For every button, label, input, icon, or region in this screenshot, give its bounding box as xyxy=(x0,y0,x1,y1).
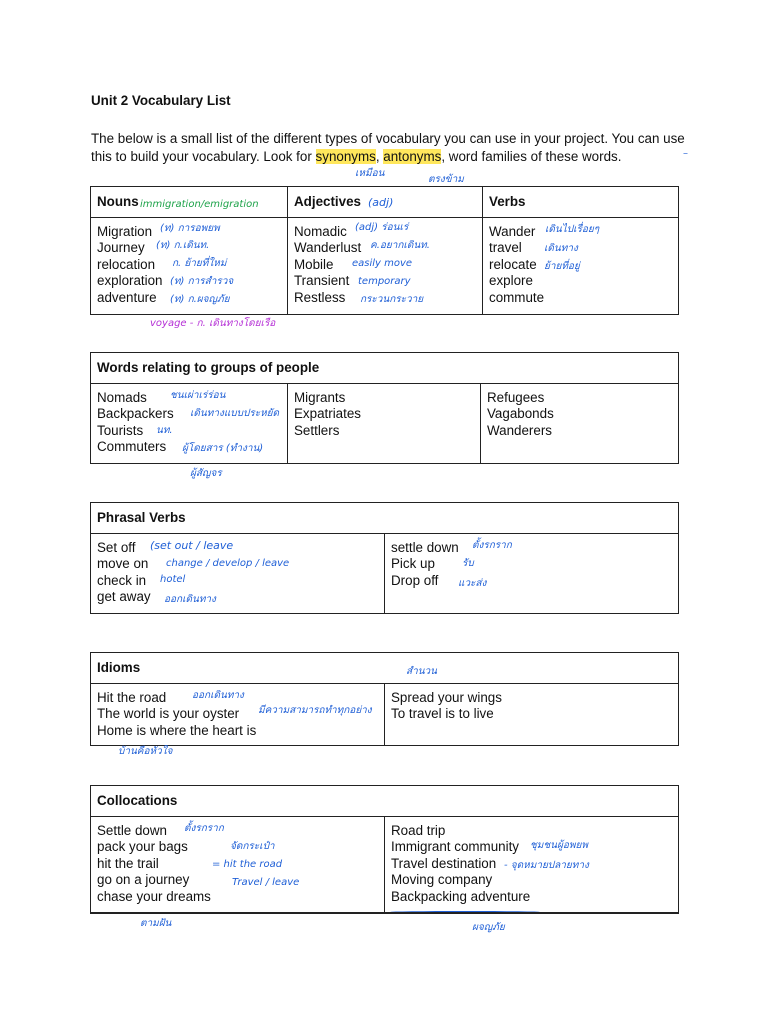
handwritten-note: สำนวน xyxy=(406,666,438,677)
handwritten-note: = hit the road xyxy=(212,859,283,870)
header-phrasal-verbs: Phrasal Verbs xyxy=(91,503,679,534)
list-item: relocate xyxy=(489,256,537,272)
list-item: To travel is to live xyxy=(391,706,494,722)
handwritten-note: ก. ย้ายที่ใหม่ xyxy=(172,258,227,269)
header-idioms: Idioms xyxy=(91,653,679,684)
list-item: Set off xyxy=(97,540,136,555)
list-item: Migrants xyxy=(294,390,346,405)
handwritten-note: ตั้งรกราก xyxy=(472,540,512,551)
handwritten-note: (adj) ร่อนเร่ xyxy=(355,222,409,233)
list-item: travel xyxy=(489,240,522,256)
list-item: relocation xyxy=(97,256,156,272)
list-item: pack your bags xyxy=(97,839,188,855)
list-item: Transient xyxy=(294,273,350,289)
table-collocations xyxy=(90,785,679,914)
intro-text-after: , word families of these words. xyxy=(441,149,622,164)
list-item: Tourists xyxy=(97,422,144,438)
intro-text-before: The below is a small list of the different types of vocabulary you can use in your project. You can use this to build your vocabulary. Look for xyxy=(91,131,685,164)
handwritten-note: ออกเดินทาง xyxy=(192,690,244,701)
handwritten-note: ชนเผ่าเร่ร่อน xyxy=(170,390,226,401)
list-item: Expatriates xyxy=(294,406,361,422)
handwritten-note: easily move xyxy=(352,258,413,269)
synonyms-highlight: synonyms xyxy=(315,149,376,164)
handwritten-note: (adj) xyxy=(368,196,394,209)
handwritten-note: จัดกระเป๋า xyxy=(230,841,275,852)
list-item: hit the trail xyxy=(97,855,159,871)
handwritten-note: ออกเดินทาง xyxy=(164,594,216,605)
handwritten-note: นท. xyxy=(156,425,173,436)
list-item: adventure xyxy=(97,289,157,305)
list-item: Migration xyxy=(97,224,153,239)
handwritten-note: ตามฝัน xyxy=(140,918,172,929)
header-collocations: Collocations xyxy=(91,786,679,817)
list-item: explore xyxy=(489,273,533,289)
handwritten-note: (ท) ก.เดินท. xyxy=(156,240,210,251)
list-item: Hit the road xyxy=(97,690,167,705)
list-item: Pick up xyxy=(391,556,435,572)
list-item: go on a journey xyxy=(97,872,190,888)
handwritten-note: กระวนกระวาย xyxy=(360,294,424,305)
intro-paragraph xyxy=(91,130,691,166)
document-title: Unit 2 Vocabulary List xyxy=(91,93,231,108)
table-groups-of-people xyxy=(90,352,679,464)
handwritten-note: ผู้สัญจร xyxy=(190,468,222,479)
list-item: The world is your oyster xyxy=(97,706,240,722)
handwritten-note: ตั้งรกราก xyxy=(184,823,224,834)
handwritten-note: ผจญภัย xyxy=(472,922,505,933)
handwritten-note: immigration/emigration xyxy=(140,199,259,210)
list-item: Moving company xyxy=(391,872,493,888)
list-item: check in xyxy=(97,572,147,588)
list-item: move on xyxy=(97,556,149,572)
handwritten-note: รับ xyxy=(462,558,474,569)
list-item: Home is where the heart is xyxy=(97,722,257,738)
list-item: Spread your wings xyxy=(391,690,502,705)
list-item: chase your dreams xyxy=(97,888,211,904)
list-item: settle down xyxy=(391,540,459,555)
handwritten-note: มีความสามารถทำทุกอย่าง xyxy=(258,705,372,716)
list-item: Backpacking adventure xyxy=(391,888,531,904)
list-item: Wanderers xyxy=(487,422,552,438)
handwritten-underline xyxy=(390,911,540,912)
handwritten-note: ผู้โดยสาร (ทำงาน) xyxy=(182,443,264,454)
antonyms-highlight: antonyms xyxy=(383,149,442,164)
handwritten-note: บ้านคือหัวใจ xyxy=(118,746,173,757)
list-item: Nomads xyxy=(97,390,147,405)
handwritten-dash: – xyxy=(683,148,688,159)
list-item: Vagabonds xyxy=(487,406,554,422)
header-groups-of-people: Words relating to groups of people xyxy=(91,353,679,384)
list-item: Immigrant community xyxy=(391,839,519,855)
handwritten-note: (set out / leave xyxy=(150,539,234,552)
handwritten-note: ค.อยากเดินท. xyxy=(370,240,430,251)
handwritten-note: เดินทางแบบประหยัด xyxy=(190,408,280,419)
list-item: commute xyxy=(489,289,545,305)
list-item: Restless xyxy=(294,289,346,305)
handwritten-note: change / develop / leave xyxy=(166,558,290,569)
list-item: Backpackers xyxy=(97,406,174,422)
list-item: Wander xyxy=(489,224,536,239)
handwritten-note: hotel xyxy=(160,574,186,585)
phrasal-col-2 xyxy=(385,534,679,614)
handwritten-note: (ท) การสำรวจ xyxy=(170,276,234,287)
list-item: Wanderlust xyxy=(294,240,362,256)
handwritten-note: ย้ายที่อยู่ xyxy=(544,261,580,272)
handwritten-note: แวะส่ง xyxy=(458,578,487,589)
handwritten-note: ตรงข้าม xyxy=(428,174,464,185)
table-idioms xyxy=(90,652,679,746)
intro-comma: , xyxy=(375,149,384,164)
handwritten-note: เหมือน xyxy=(355,168,385,179)
handwritten-note: เดินไปเรื่อยๆ xyxy=(545,224,600,235)
list-item: Settle down xyxy=(97,823,167,838)
header-adjectives: Adjectives xyxy=(288,187,483,218)
handwritten-note: voyage - ก. เดินทางโดยเรือ xyxy=(150,318,276,329)
list-item: Drop off xyxy=(391,572,439,588)
list-item: Commuters xyxy=(97,439,167,455)
handwritten-note: เดินทาง xyxy=(544,243,578,254)
handwritten-note: ชุมชนผู้อพยพ xyxy=(530,840,588,851)
handwritten-note: Travel / leave xyxy=(232,877,300,888)
handwritten-note: - จุดหมายปลายทาง xyxy=(504,860,589,871)
list-item: Nomadic xyxy=(294,224,347,239)
groups-col-3 xyxy=(481,384,679,464)
handwritten-note: (ท) ก.ผจญภัย xyxy=(170,294,230,305)
idioms-col-2 xyxy=(385,684,679,746)
phrasal-col-1 xyxy=(91,534,385,614)
list-item: Mobile xyxy=(294,256,334,272)
list-item: Travel destination xyxy=(391,855,497,871)
list-item: Road trip xyxy=(391,823,446,838)
list-item: exploration xyxy=(97,273,163,289)
handwritten-note: temporary xyxy=(358,276,411,287)
handwritten-note: (ท) การอพยพ xyxy=(160,223,220,234)
list-item: Journey xyxy=(97,240,145,256)
groups-col-2 xyxy=(288,384,481,464)
list-item: get away xyxy=(97,589,151,605)
header-nouns: Nouns xyxy=(91,187,288,218)
list-item: Refugees xyxy=(487,390,545,405)
list-item: Settlers xyxy=(294,422,340,438)
header-verbs: Verbs xyxy=(483,187,679,218)
